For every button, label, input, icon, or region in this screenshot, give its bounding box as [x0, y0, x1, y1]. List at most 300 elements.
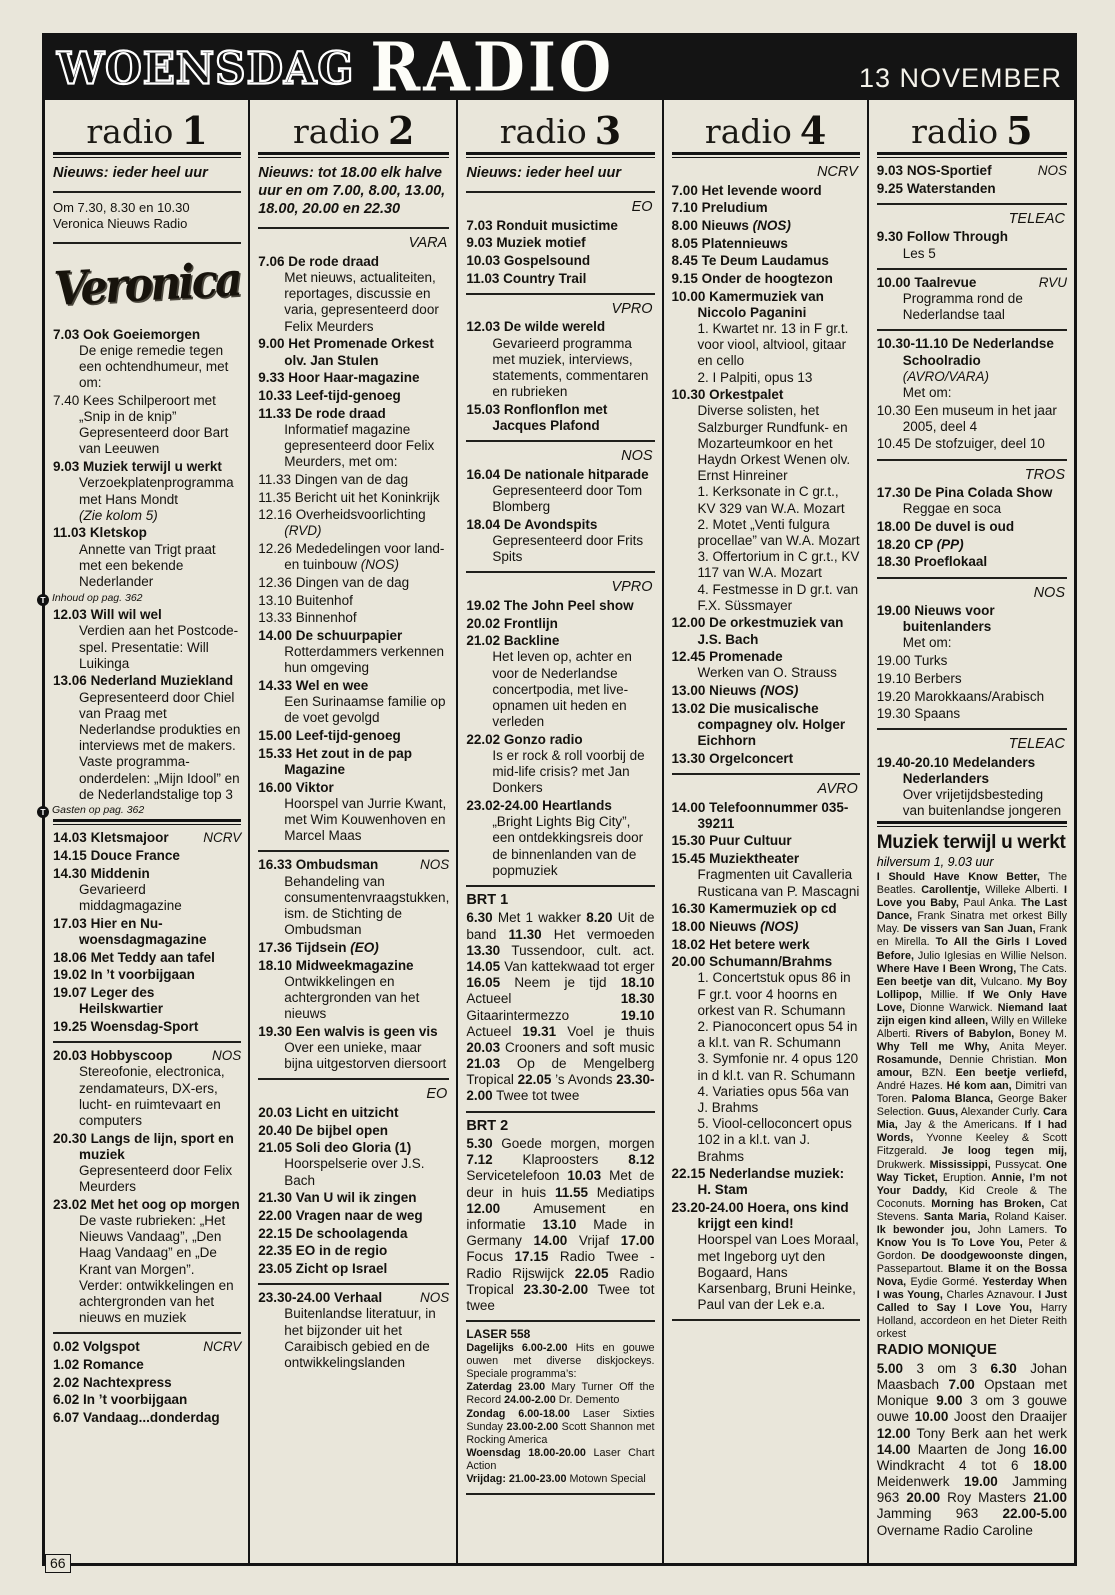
- program-item: [53, 1048, 241, 1129]
- program-title: Hoera, ons kind krijgt een kind!: [697, 1200, 849, 1232]
- program-head: [53, 1196, 241, 1213]
- program-time: 15.30: [671, 833, 706, 849]
- program-item: [466, 253, 654, 269]
- program-item: [53, 1131, 241, 1196]
- program-item: [258, 958, 449, 1023]
- program-description: 5. Viool-celloconcert opus 102 in a kl.t. van J. Brahms: [697, 1116, 852, 1164]
- program-time: 12.00: [671, 615, 706, 631]
- program-time: 23.02: [53, 1196, 87, 1212]
- program-time: 13.33: [258, 610, 293, 626]
- program-title: Het levende woord: [701, 182, 822, 198]
- program-title: Berbers: [914, 670, 962, 686]
- program-item: [877, 519, 1067, 535]
- program-time: 9.03: [876, 163, 904, 178]
- program-head: [876, 688, 1067, 705]
- heavy-rule: [877, 821, 1067, 827]
- program-time: 23.20-24.00: [671, 1200, 744, 1216]
- broadcaster-label-nos: NOS: [621, 448, 653, 465]
- program-head: [53, 1410, 241, 1426]
- program-head: [671, 615, 860, 647]
- program-time: 10.03: [466, 253, 501, 268]
- program-head: [258, 1140, 449, 1156]
- program-title: Promenade: [709, 649, 783, 665]
- program-time: 15.00: [258, 728, 293, 744]
- program-time: 19.30: [876, 706, 911, 722]
- program-title: Het Promenade Orkest olv. Jan Stulen: [284, 336, 434, 368]
- program-item: [53, 607, 241, 672]
- program-description: Met nieuws, actualiteiten, reportages, discussie en varia, gepresenteerd door Felix Meurders: [284, 270, 439, 334]
- broadcaster-inline: NCRV: [203, 1339, 242, 1355]
- program-time: 18.00: [671, 918, 706, 934]
- program-time: 8.45: [671, 253, 698, 269]
- program-time: 19.10: [876, 670, 911, 686]
- program-description: Reggae en soca: [902, 501, 1002, 517]
- program-item: [258, 857, 449, 938]
- program-time: 18.00: [876, 519, 911, 534]
- program-title: CP (PP): [914, 536, 964, 552]
- program-head: [466, 731, 654, 748]
- listing-line: Vrijdag: 21.00-23.00 Motown Special: [466, 1473, 646, 1486]
- program-item: [672, 1200, 860, 1313]
- program-time: 18.02: [671, 936, 706, 952]
- page-number: 66: [45, 1554, 71, 1573]
- broadcaster-inline: NOS: [211, 1048, 242, 1064]
- program-item: [877, 336, 1067, 401]
- program-title: Nieuws (NOS): [709, 918, 799, 934]
- program-time: 13.30: [671, 750, 706, 766]
- program-time: 2.02: [53, 1374, 80, 1390]
- program-item: [466, 732, 654, 797]
- program-description: Hoorspel van Loes Moraal, met Ingeborg uyt den Bogaard, Hans Karsenbarg, Bruni Heinke, Paul van der Lek e.a.: [697, 1232, 859, 1313]
- program-description: Buitenlandse literatuur, in het bijzonder uit het Caraibisch gebied en de ontwikkelingslanden: [284, 1306, 436, 1370]
- program-title: Hoor Haar-magazine: [288, 370, 420, 386]
- program-time: 0.02: [53, 1339, 80, 1355]
- program-title: Nieuws (NOS): [701, 217, 791, 233]
- program-title: Orkestpalet: [709, 387, 784, 403]
- program-description: 3. Symfonie nr. 4 opus 120 in d kl.t. van R. Schumann: [697, 1051, 859, 1083]
- program-time: 14.03: [53, 830, 87, 846]
- program-title: Schumann/Brahms: [709, 954, 833, 970]
- program-title: Ronflonflon met Jacques Plafond: [492, 401, 608, 433]
- page-banner: [45, 28, 1074, 108]
- program-item: [258, 940, 449, 956]
- program-title: Tijdsein (EO): [295, 939, 379, 955]
- program-head: [53, 1018, 241, 1035]
- program-item: [672, 683, 860, 699]
- program-item: [53, 459, 241, 524]
- program-head: [53, 1339, 242, 1355]
- program-item: [672, 919, 860, 935]
- columns-container: [40, 100, 1074, 1566]
- program-title: Turks: [914, 653, 948, 669]
- program-head: [258, 1261, 449, 1277]
- program-head: [671, 387, 860, 403]
- program-head: [258, 574, 449, 591]
- program-description: Met om:: [902, 384, 952, 400]
- program-title: Leger des Heilskwartier: [79, 985, 164, 1017]
- program-head: [53, 949, 241, 966]
- section-rule: [466, 885, 654, 887]
- program-time: 11.33: [258, 405, 292, 421]
- program-head: [53, 915, 241, 948]
- program-item: [466, 402, 654, 434]
- program-title: Met Teddy aan tafel: [90, 949, 215, 965]
- program-item: [258, 728, 449, 744]
- program-time: 18.20: [876, 536, 911, 552]
- program-head: [258, 507, 449, 539]
- program-description: Verzoekplatenprogramma met Hans Mondt: [79, 475, 234, 507]
- column-header-number: 5: [1006, 107, 1033, 153]
- program-title: Het betere werk: [709, 936, 810, 952]
- program-time: 13.00: [671, 683, 706, 699]
- program-time: 18.06: [53, 949, 87, 965]
- program-title: Muziek motief: [496, 235, 586, 251]
- program-time: 6.02: [53, 1392, 80, 1408]
- program-head: [671, 1166, 860, 1198]
- program-head: [671, 954, 860, 970]
- program-time: 19.07: [53, 985, 87, 1001]
- program-time: 7.03: [466, 217, 493, 233]
- laser-558-listing: [466, 1327, 654, 1487]
- program-description: Hoorspel van Jurrie Kwant, met Wim Kouwenhoven en Marcel Maas: [284, 795, 447, 844]
- broadcaster-label-ncrv: NCRV: [816, 164, 858, 180]
- program-item: [53, 327, 241, 392]
- program-head: [53, 1374, 241, 1391]
- program-item: [53, 830, 241, 846]
- program-time: 19.02: [53, 967, 87, 983]
- column-radio-3: [458, 100, 663, 1566]
- program-time: 13.10: [258, 592, 293, 608]
- broadcaster-label-vpro: VPRO: [611, 300, 653, 317]
- program-title: Nieuws (NOS): [709, 683, 799, 699]
- program-item: [877, 554, 1067, 570]
- program-time: 9.03: [466, 235, 493, 251]
- program-head: [671, 750, 860, 767]
- program-time: 23.05: [258, 1261, 293, 1277]
- program-description: Annette van Trigt praat met een bekende Nederlander: [79, 541, 216, 589]
- program-time: 20.40: [258, 1122, 293, 1138]
- program-time: 18.30: [876, 554, 911, 570]
- broadcaster-inline: NOS: [1037, 163, 1067, 178]
- program-title: Midweekmagazine: [295, 957, 414, 973]
- program-title: Verhaal: [334, 1290, 383, 1306]
- program-time: 10.00: [671, 288, 706, 304]
- program-time: 21.30: [258, 1190, 293, 1206]
- program-title: Een museum in het jaar 2005, deel 4: [902, 402, 1057, 434]
- program-item: [877, 229, 1067, 261]
- program-time: 16.04: [466, 466, 501, 482]
- program-title: De rode draad: [295, 405, 386, 421]
- program-title: Platennieuws: [701, 235, 788, 251]
- program-item: [258, 490, 449, 506]
- program-time: 17.30: [876, 485, 911, 501]
- heavy-rule: [877, 152, 1067, 158]
- program-time: 19.40-20.10: [876, 754, 949, 770]
- program-description: 4. Variaties opus 56a van J. Brahms: [697, 1083, 849, 1115]
- program-item: [53, 866, 241, 915]
- section-rule: [53, 1041, 241, 1043]
- section-rule: [53, 191, 241, 193]
- program-description: Behandeling van consumentenvraagstukken, ism. de Stichting de Ombudsman: [284, 873, 450, 938]
- program-item: [672, 1166, 860, 1198]
- program-time: 13.06: [53, 673, 87, 689]
- teletext-note: T Gasten op pag. 362: [39, 804, 241, 818]
- column-header-word: radio: [86, 112, 174, 151]
- program-time: 19.00: [876, 603, 911, 619]
- column-header-word: radio: [499, 112, 587, 151]
- program-item: [877, 755, 1067, 820]
- program-title: Kletskop: [89, 525, 147, 541]
- program-description: Het leven op, achter en voor de Nederlandse concertpodia, met live-opnamen uit heden en verleden: [492, 649, 632, 730]
- program-title: Binnenhof: [295, 610, 357, 626]
- program-item: [53, 1392, 241, 1408]
- program-head: [258, 939, 449, 956]
- program-time: 7.03: [53, 326, 80, 342]
- program-item: [258, 1290, 449, 1371]
- program-head: [466, 401, 654, 434]
- broadcaster-label-teleac: TELEAC: [1008, 736, 1065, 753]
- program-title: Zicht op Israel: [295, 1261, 388, 1277]
- program-title: De duvel is oud: [914, 519, 1015, 534]
- program-head: [876, 229, 1067, 245]
- program-head: [258, 957, 449, 974]
- program-time: 20.03: [53, 1048, 87, 1064]
- program-time: 11.03: [466, 270, 500, 286]
- program-description: Fragmenten uit Cavalleria Rusticana van P. Mascagni: [697, 867, 860, 899]
- program-item: [672, 615, 860, 647]
- section-rule: [672, 773, 860, 775]
- program-title: Romance: [83, 1357, 144, 1372]
- program-head: [876, 536, 1067, 553]
- program-item: [877, 163, 1067, 179]
- program-time: 10.45: [876, 436, 911, 452]
- program-head: [53, 1357, 241, 1373]
- program-item: [672, 701, 860, 750]
- program-title: De Pina Colada Show: [914, 485, 1053, 501]
- program-title: In ’t voorbijgaan: [90, 967, 195, 983]
- program-description: 1. Concertstuk opus 86 in F gr.t. voor 4 hoorns en orkest van R. Schumann: [697, 970, 851, 1018]
- program-title: Waterstanden: [906, 180, 996, 196]
- program-head: [876, 653, 1067, 669]
- program-item: [258, 388, 449, 404]
- program-title: De stofzuiger, deel 10: [914, 436, 1045, 452]
- program-item: [672, 289, 860, 386]
- program-description: Programma rond de Nederlandse taal: [902, 290, 1023, 323]
- veronica-logo: [53, 249, 241, 321]
- program-description: 3. Offertorium in C gr.t., KV 117 van W.A. Mozart: [697, 549, 860, 581]
- program-item: [466, 218, 654, 234]
- program-item: [258, 610, 449, 626]
- program-description: (Zie kolom 5): [79, 507, 158, 523]
- program-time: 20.30: [53, 1130, 87, 1146]
- column-header-word: radio: [704, 112, 792, 151]
- program-head: [53, 459, 241, 475]
- program-time: 15.45: [671, 851, 706, 867]
- program-head: [53, 392, 241, 425]
- banner-title: RADIO: [370, 28, 615, 108]
- program-time: 14.00: [671, 799, 706, 815]
- news-schedule-note: Nieuws: ieder heel uur: [466, 165, 622, 181]
- program-time: 22.15: [258, 1225, 293, 1241]
- broadcaster-label-vpro: VPRO: [611, 579, 653, 596]
- column-header-word: radio: [293, 112, 381, 151]
- program-title: Muziektheater: [709, 851, 800, 867]
- program-description: Stereofonie, electronica, zendamateurs, DX-ers, lucht- en ruimtevaart en computers: [79, 1064, 225, 1128]
- program-item: [53, 950, 241, 966]
- program-head: [258, 610, 449, 626]
- program-item: [258, 507, 449, 539]
- program-item: [258, 472, 449, 488]
- program-head: [258, 370, 449, 386]
- program-description: Gepresenteerd door Chiel van Praag met Nederlandse produkties en interviews met de makers. Vaste programma-onderdelen: „Mijn Idool” en de Nederlandstalige top 3: [79, 689, 241, 802]
- program-time: 22.02: [466, 731, 501, 747]
- program-description: Een Surinaamse familie op de voet gevolgd: [284, 694, 446, 726]
- program-head: [671, 700, 860, 750]
- program-head: [258, 387, 449, 404]
- program-time: 11.33: [258, 471, 291, 487]
- section-rule: [53, 242, 241, 244]
- program-time: 9.15: [671, 270, 698, 286]
- broadcaster-inline: NCRV: [203, 830, 242, 846]
- program-item: [53, 1339, 241, 1355]
- column-header-radio-3: [466, 100, 654, 152]
- muziek-terwijl-u-werkt-block: [877, 832, 1067, 1341]
- program-title: Gospelsound: [503, 253, 591, 268]
- program-time: 10.33: [258, 387, 293, 403]
- program-item: [466, 517, 654, 566]
- program-item: [258, 1226, 449, 1242]
- column-radio-2: [250, 100, 458, 1566]
- column-header-radio-1: [53, 100, 241, 152]
- banner-date: 13 NOVEMBER: [858, 63, 1062, 93]
- program-item: [877, 181, 1067, 197]
- program-head: [258, 1290, 450, 1306]
- program-head: [258, 1023, 449, 1040]
- program-item: [258, 336, 449, 368]
- column-header-radio-4: [672, 100, 860, 152]
- program-title: Onder de hoogtezon: [701, 270, 833, 286]
- radio-monique-header: RADIO MONIQUE: [876, 1342, 997, 1359]
- program-description: Ontwikkelingen en achtergronden van het nieuws: [284, 973, 420, 1022]
- program-description: Gepresenteerd door Bart van Leeuwen: [79, 425, 229, 457]
- program-title: Heartlands: [542, 798, 612, 814]
- program-time: 18.10: [258, 957, 293, 973]
- news-schedule-note: Nieuws: ieder heel uur: [53, 165, 208, 181]
- program-item: [53, 525, 241, 590]
- program-item: [466, 271, 654, 287]
- broadcaster-inline: RVU: [1038, 274, 1067, 290]
- program-time: 16.00: [258, 779, 293, 795]
- program-time: 15.33: [258, 745, 293, 761]
- program-head: [671, 936, 860, 953]
- program-item: [53, 848, 241, 864]
- program-title: De Avondspits: [503, 516, 598, 532]
- program-time: 14.30: [53, 865, 87, 881]
- program-title: EO in de regio: [295, 1243, 388, 1259]
- column-header-number: 4: [799, 107, 827, 153]
- program-time: 14.33: [258, 678, 293, 694]
- program-item: [53, 916, 241, 948]
- program-title: Wel en wee: [295, 678, 369, 694]
- program-head: [53, 607, 241, 623]
- program-time: 14.15: [53, 848, 87, 864]
- program-description: Hoorspelserie over J.S. Bach: [284, 1156, 425, 1188]
- program-item: [877, 485, 1067, 517]
- program-title: De Nederlandse Schoolradio: [902, 336, 1054, 368]
- program-head: [53, 525, 241, 541]
- program-item: [672, 901, 860, 917]
- program-item: [466, 616, 654, 632]
- program-item: [258, 254, 449, 335]
- program-description: 4. Festmesse in D gr.t. van F.X. Süssmayer: [697, 581, 859, 613]
- program-head: [258, 336, 449, 368]
- program-title: Viktor: [295, 779, 334, 795]
- program-description: Les 5: [902, 245, 936, 261]
- program-item: [258, 1208, 449, 1224]
- program-head: [876, 336, 1067, 368]
- program-title: Will wil wel: [90, 607, 162, 623]
- program-title: Preludium: [701, 200, 768, 216]
- program-head: [466, 319, 654, 335]
- teletext-icon: T: [37, 806, 49, 818]
- program-time: 16.33: [258, 857, 293, 873]
- broadcaster-label-tros: TROS: [1024, 466, 1065, 483]
- program-title: Leef-tijd-genoeg: [295, 387, 401, 403]
- program-head: [53, 830, 242, 846]
- program-title: Follow Through: [906, 229, 1009, 245]
- program-head: [671, 182, 860, 199]
- program-head: [671, 799, 860, 832]
- program-title: Country Trail: [503, 270, 587, 286]
- program-title: Orgelconcert: [709, 750, 794, 766]
- program-time: 23.30-24.00: [258, 1290, 331, 1306]
- program-description: Verdien aan het Postcode-spel. Presentatie: Will Luikinga: [79, 623, 239, 671]
- program-item: [877, 689, 1067, 705]
- program-head: [53, 985, 241, 1017]
- program-head: [876, 754, 1067, 787]
- program-head: [671, 683, 860, 699]
- program-item: [672, 387, 860, 614]
- program-title: NOS-Sportief: [906, 163, 992, 178]
- program-head: [876, 485, 1067, 501]
- program-head: [876, 274, 1067, 291]
- section-rule: [466, 440, 654, 442]
- broadcaster-label-avro: AVRO: [817, 781, 858, 798]
- program-time: 17.03: [53, 915, 87, 931]
- program-head: [876, 603, 1067, 635]
- program-item: [672, 851, 860, 900]
- program-title: Een walvis is geen vis: [295, 1023, 438, 1039]
- program-item: [258, 1024, 449, 1073]
- program-time: 20.00: [671, 954, 706, 970]
- program-time: 19.25: [53, 1018, 87, 1034]
- program-time: 7.40: [53, 392, 80, 408]
- program-head: [258, 541, 449, 573]
- veronica-logo-text: Veronica: [52, 252, 242, 317]
- program-item: [258, 370, 449, 386]
- program-time: 12.26: [258, 541, 293, 557]
- program-item: [258, 780, 449, 845]
- heavy-rule: [672, 152, 860, 158]
- program-time: 15.03: [466, 401, 501, 417]
- program-title: De orkestmuziek van J.S. Bach: [697, 615, 844, 647]
- program-description: Rotterdammers verkennen hun omgeving: [284, 644, 445, 676]
- column-radio-1: [40, 100, 250, 1566]
- broadcaster-inline: NOS: [420, 1290, 450, 1306]
- program-head: [258, 745, 449, 778]
- column-header-number: 3: [594, 107, 622, 153]
- music-block-subtitle: hilversum 1, 9.03 uur: [876, 855, 994, 870]
